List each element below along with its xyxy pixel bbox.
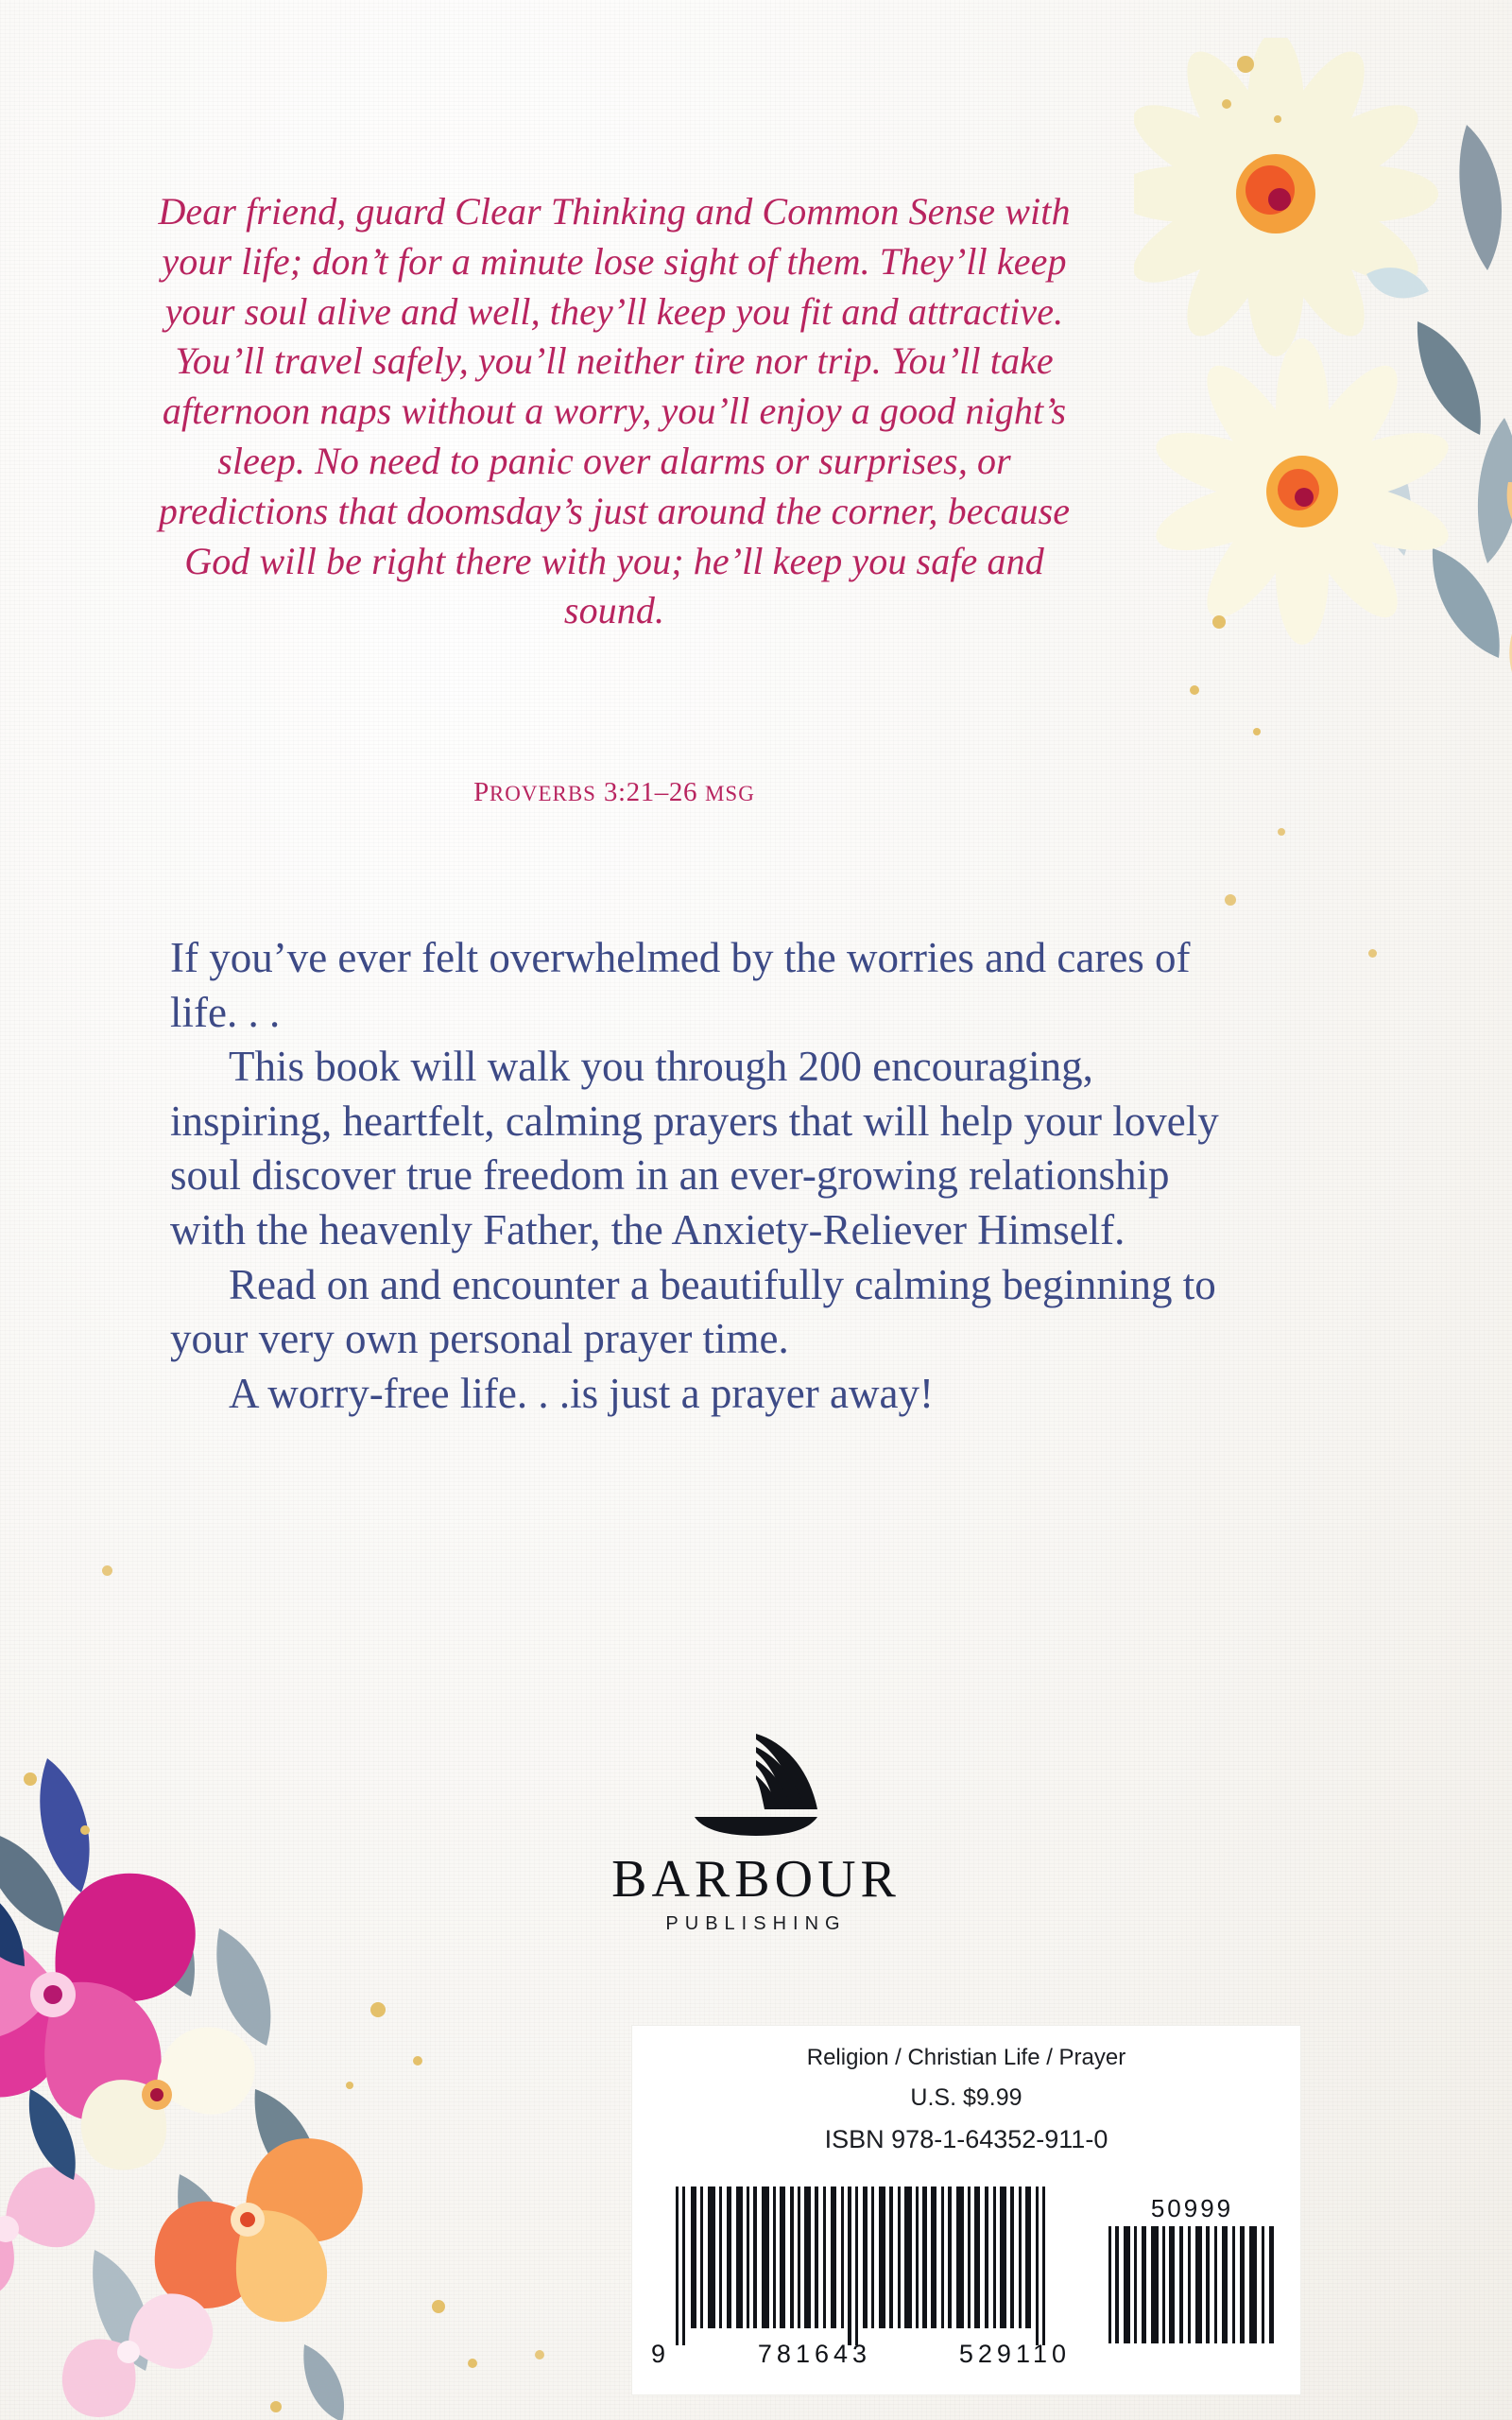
- scripture-quote: Dear friend, guard Clear Thinking and Common Sense with your life; don’t for a minute lose sight of them. They’ll keep your soul alive and well, they’ll keep you fit and attractive. You’ll travel safely, you’ll neither tire nor trip. You’ll take afternoon naps without a worry, you’ll enjoy a good night’s sleep. No need to panic over alarms or surprises, or predictions that doomsday’s just around the corner, because God will be right there with you; he’ll keep you safe and sound.: [158, 190, 1071, 632]
- book-fan-logo-icon: [685, 1730, 827, 1843]
- barcode-ean13-icon: [653, 2187, 1069, 2345]
- blurb-paragraph-1: If you’ve ever felt overwhelmed by the worries and cares of life. . .: [170, 934, 1191, 1036]
- gold-fleck-icon: [102, 1565, 112, 1576]
- gold-fleck-icon: [1225, 894, 1236, 906]
- back-cover-blurb: [170, 931, 1243, 1421]
- floral-daisy-cluster-icon: [1134, 38, 1512, 889]
- bisac-category: Religion / Christian Life / Prayer: [806, 2045, 1126, 2070]
- scripture-reference-book: ROVERBS: [489, 782, 596, 805]
- price-label: U.S. $9.99: [910, 2084, 1022, 2111]
- publisher-name: BARBOUR: [611, 1850, 901, 1909]
- barcode-addon-icon: [1105, 2226, 1280, 2343]
- isbn-number: ISBN 978-1-64352-911-0: [824, 2125, 1108, 2153]
- scripture-reference: [142, 777, 1087, 808]
- scripture-reference-book-cap: P: [473, 777, 490, 807]
- barcode-digit-group-left: 9: [651, 2340, 671, 2368]
- blurb-paragraph-2: This book will walk you through 200 encouraging, inspiring, heartfelt, calming prayers that will help your lovely soul discover true freedom in an ever-growing relationship with the heavenly Father, the Anxiety-Reliever Himself.: [170, 1043, 1219, 1253]
- publisher-subtitle: PUBLISHING: [665, 1913, 847, 1934]
- blurb-paragraph-3: Read on and encounter a beautifully calming beginning to your very own personal prayer time.: [170, 1260, 1216, 1363]
- barcode-addon-digits: 50999: [1150, 2194, 1234, 2222]
- isbn-barcode-panel: [631, 2025, 1301, 2395]
- publisher-block: [0, 1730, 1512, 1935]
- scripture-reference-verse: 3:21–26: [603, 777, 698, 807]
- gold-fleck-icon: [535, 2350, 544, 2360]
- scripture-reference-version: MSG: [704, 782, 755, 805]
- gold-fleck-icon: [1278, 828, 1285, 836]
- barcode-digits: [645, 2340, 1076, 2369]
- barcode-digit-group-right: 529110: [958, 2340, 1071, 2368]
- gold-fleck-icon: [1368, 949, 1377, 958]
- blurb-paragraph-4: A worry-free life. . .is just a prayer away!: [229, 1369, 934, 1417]
- barcode-digit-group-mid: 781643: [757, 2340, 872, 2368]
